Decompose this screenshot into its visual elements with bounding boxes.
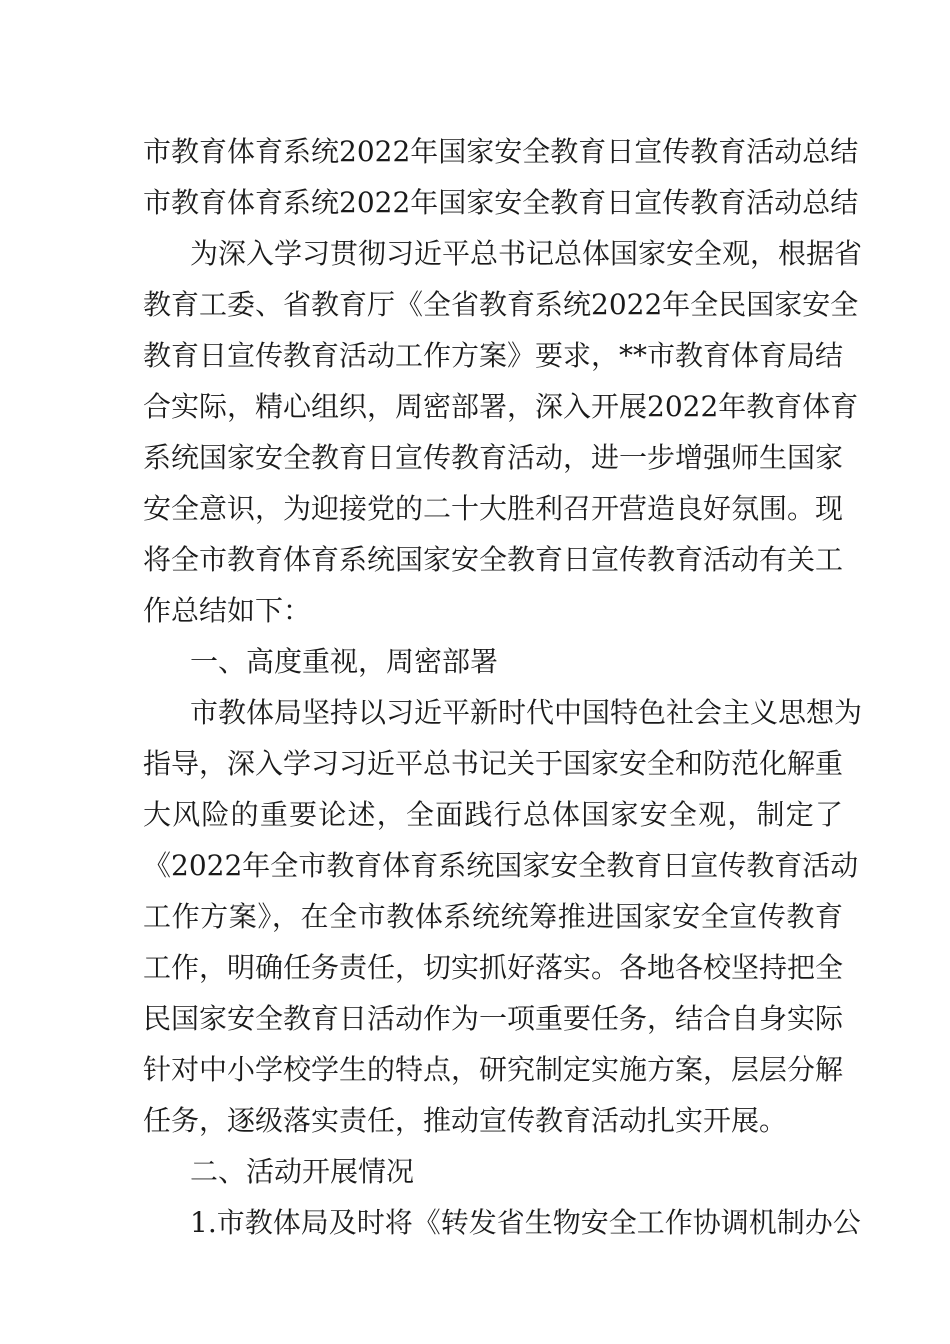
paragraph-line: 民国家安全教育日活动作为一项重要任务，结合自身实际 (143, 1002, 844, 1035)
paragraph-line: 为深入学习贯彻习近平总书记总体国家安全观，根据省 (190, 237, 863, 270)
paragraph-line: 《2022年全市教育体育系统国家安全教育日宣传教育活动 (143, 849, 859, 882)
section-heading-2: 二、活动开展情况 (190, 1155, 415, 1188)
paragraph-line: 针对中小学校学生的特点，研究制定实施方案，层层分解 (143, 1053, 844, 1086)
paragraph-line: 教育工委、省教育厅《全省教育系统2022年全民国家安全 (143, 288, 859, 321)
section-heading-1: 一、高度重视，周密部署 (190, 645, 499, 678)
paragraph-line: 工作，明确任务责任，切实抓好落实。各地各校坚持把全 (143, 951, 844, 984)
paragraph-line: 市教体局坚持以习近平新时代中国特色社会主义思想为 (190, 696, 863, 729)
document-title-repeat: 市教育体育系统2022年国家安全教育日宣传教育活动总结 (143, 186, 859, 219)
paragraph-line: 作总结如下： (143, 594, 312, 627)
paragraph-line: 合实际，精心组织，周密部署，深入开展2022年教育体育 (143, 390, 859, 423)
document-title: 市教育体育系统2022年国家安全教育日宣传教育活动总结 (143, 135, 859, 168)
paragraph-line: 教育日宣传教育活动工作方案》要求，**市教育体育局结 (143, 339, 844, 372)
paragraph-line: 将全市教育体育系统国家安全教育日宣传教育活动有关工 (143, 543, 844, 576)
paragraph-line: 工作方案》，在全市教体系统统筹推进国家安全宣传教育 (143, 900, 843, 933)
paragraph-line: 系统国家安全教育日宣传教育活动，进一步增强师生国家 (143, 441, 844, 474)
paragraph-line: 大风险的重要论述，全面践行总体国家安全观，制定了 (143, 798, 843, 831)
paragraph-line: 1.市教体局及时将《转发省生物安全工作协调机制办公 (190, 1206, 861, 1239)
paragraph-line: 安全意识，为迎接党的二十大胜利召开营造良好氛围。现 (143, 492, 844, 525)
paragraph-line: 指导，深入学习习近平总书记关于国家安全和防范化解重 (143, 747, 844, 780)
paragraph-line: 任务，逐级落实责任，推动宣传教育活动扎实开展。 (143, 1104, 788, 1137)
